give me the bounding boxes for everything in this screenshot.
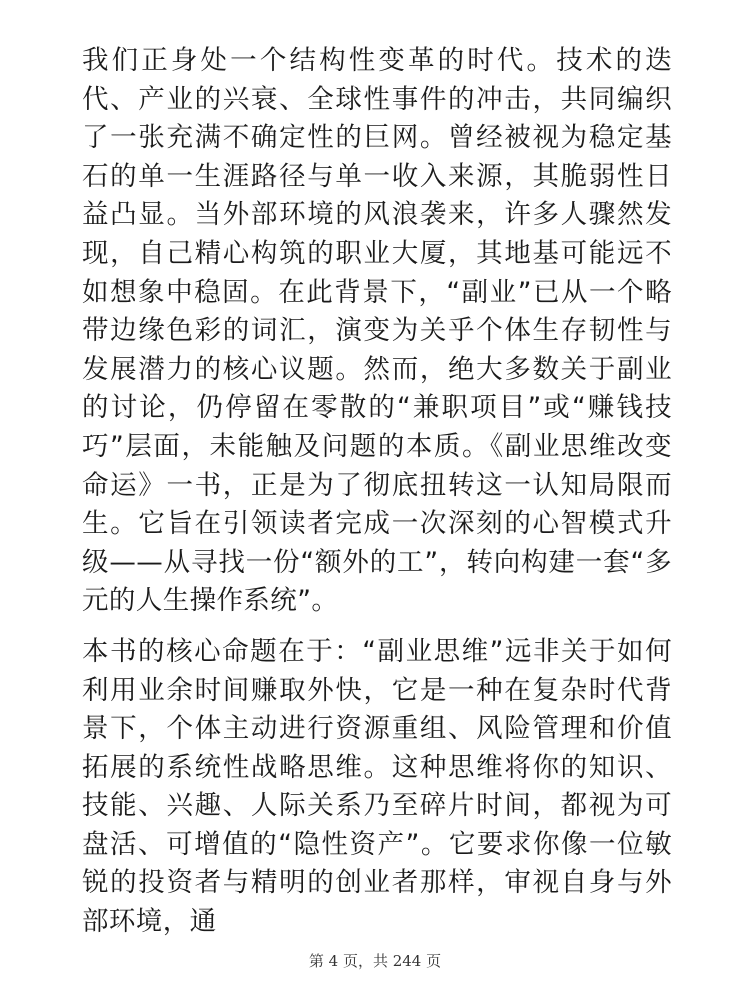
paragraph-2: 本书的核心命题在于：“副业思维”远非关于如何利用业余时间赚取外快，它是一种在复杂时代背景下，个体主动进行资源重组、风险管理和价值拓展的系统性战略思维。这种思维将你的知识、技能、兴趣、人际关系乃至碎片时间，都视为可盘活、可增值的“隐性资产”。它要求你像一位敏锐的投资者与精明的创业者那样，审视自身与外部环境，通 [82, 635, 672, 938]
body-text [82, 42, 672, 942]
paragraph-1: 我们正身处一个结构性变革的时代。技术的迭代、产业的兴衰、全球性事件的冲击，共同编织了一张充满不确定性的巨网。曾经被视为稳定基石的单一生涯路径与单一收入来源，其脆弱性日益凸显。当外部环境的风浪袭来，许多人骤然发现，自己精心构筑的职业大厦，其地基可能远不如想象中稳固。在此背景下，“副业”已从一个略带边缘色彩的词汇，演变为关乎个体生存韧性与发展潜力的核心议题。然而，绝大多数关于副业的讨论，仍停留在零散的“兼职项目”或“赚钱技巧”层面，未能触及问题的本质。《副业思维改变命运》一书，正是为了彻底扭转这一认知局限而生。它旨在引领读者完成一次深刻的心智模式升级——从寻找一份“额外的工”，转向构建一套“多元的人生操作系统”。 [82, 45, 672, 617]
page-number-footer: 第 4 页，共 244 页 [308, 952, 442, 970]
